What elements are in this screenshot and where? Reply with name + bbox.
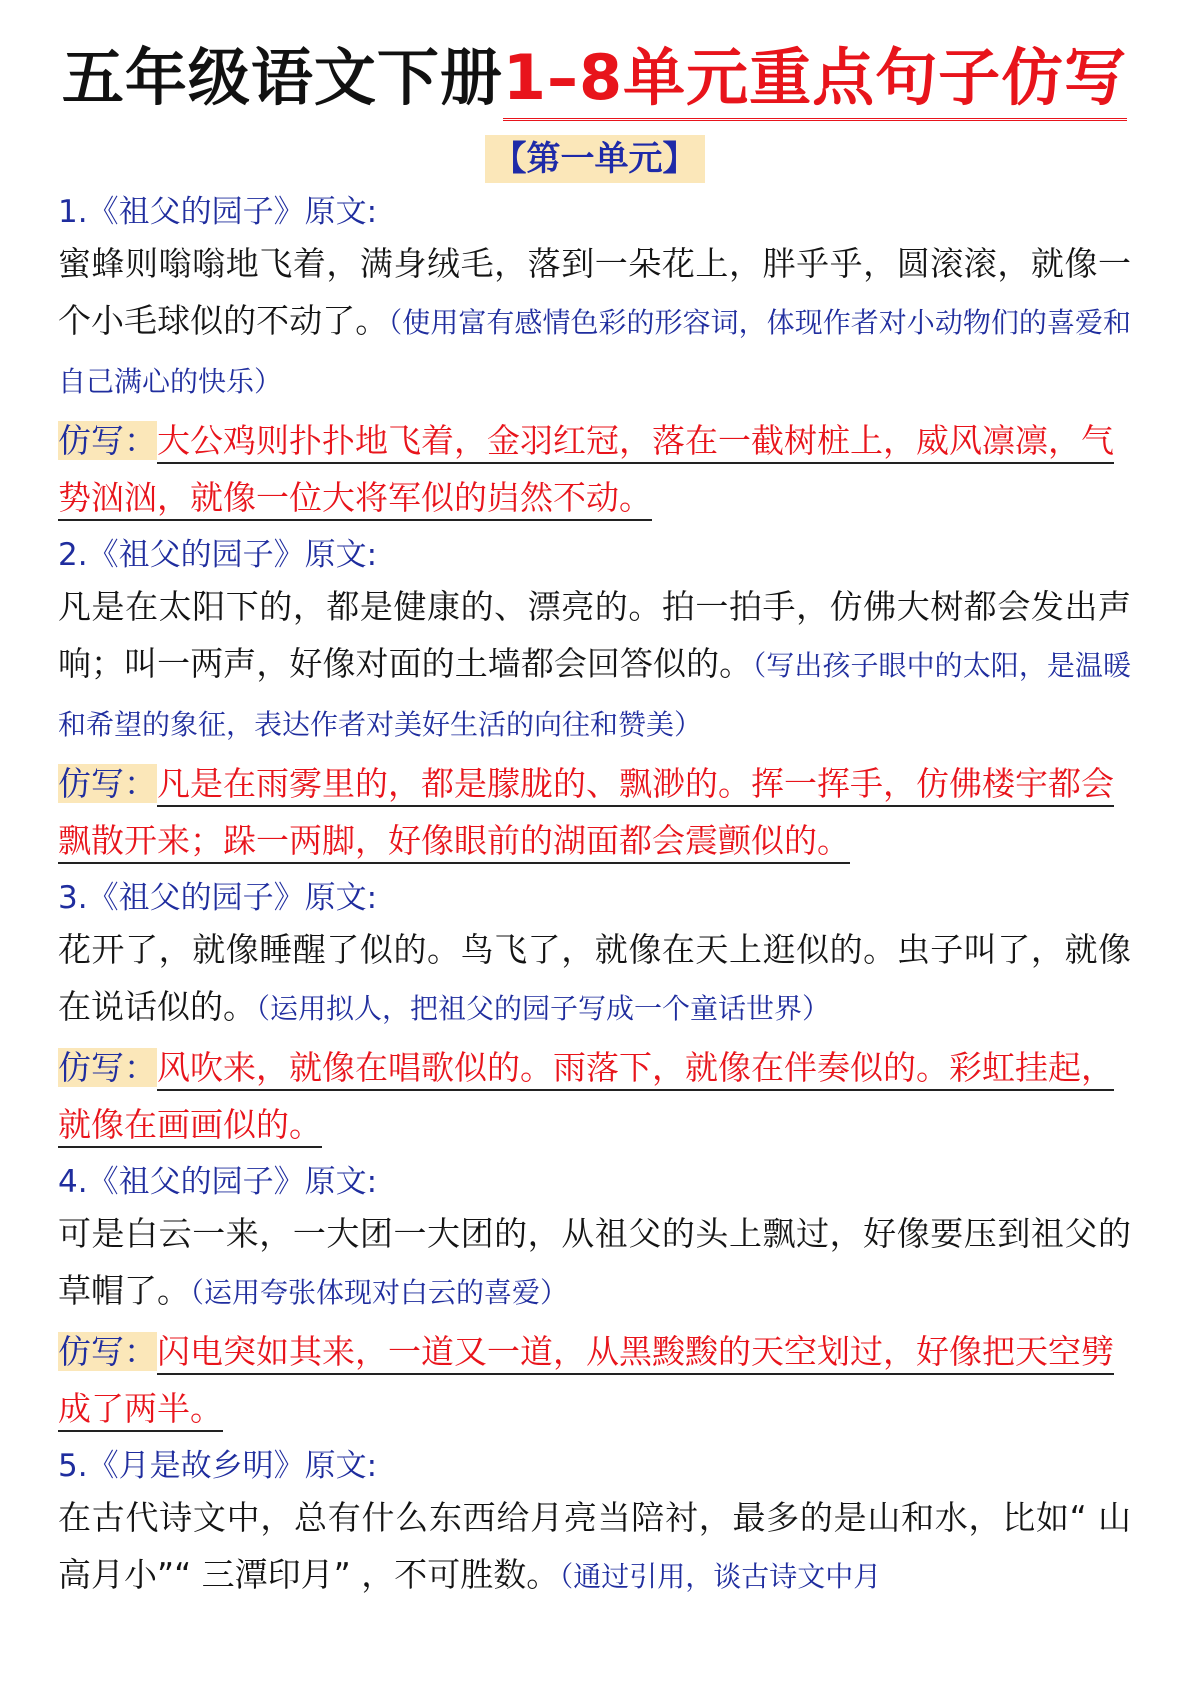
analysis-note: （运用夸张体现对白云的喜爱） <box>190 1276 569 1309</box>
imitation-text: 大公鸡则扑扑地飞着，金羽红冠，落在一截树桩上，威风凛凛，气势汹汹，就像一位大将军似的岿然不动。 <box>58 421 1114 521</box>
imitation-label: 仿写： <box>58 1048 157 1087</box>
unit-heading: 【第一单元】 <box>485 135 705 183</box>
entry-2 <box>58 532 1131 869</box>
original-sentence: 蜜蜂则嗡嗡地飞着，满身绒毛，落到一朵花上，胖乎乎，圆滚滚，就像一个小毛球似的不动了。 <box>58 244 1131 340</box>
analysis-note: （运用拟人，把祖父的园子写成一个童话世界） <box>256 992 831 1025</box>
page-title <box>58 40 1131 121</box>
analysis-note: （使用富有感情色彩的形容词，体现作者对小动物们的喜爱和自己满心的快乐） <box>58 306 1131 398</box>
unit-heading-wrap <box>58 135 1131 183</box>
imitation-block <box>58 1323 1131 1437</box>
original-text <box>58 921 1131 1037</box>
imitation-label: 仿写： <box>58 421 157 460</box>
original-sentence: 可是白云一来，一大团一大团的，从祖父的头上飘过，好像要压到祖父的草帽了。 <box>58 1214 1131 1310</box>
original-sentence: 花开了，就像睡醒了似的。鸟飞了，就像在天上逛似的。虫子叫了，就像在说话似的。 <box>58 930 1131 1026</box>
imitation-label: 仿写： <box>58 764 157 803</box>
entry-heading: 2.《祖父的园子》原文: <box>58 537 378 573</box>
entry-heading: 1.《祖父的园子》原文: <box>58 194 378 230</box>
imitation-label: 仿写： <box>58 1332 157 1371</box>
entry-heading: 3.《祖父的园子》原文: <box>58 880 378 916</box>
entry-4 <box>58 1159 1131 1437</box>
entry-heading: 5.《月是故乡明》原文: <box>58 1448 378 1484</box>
imitation-text: 风吹来，就像在唱歌似的。雨落下，就像在伴奏似的。彩虹挂起，就像在画画似的。 <box>58 1048 1114 1148</box>
original-text <box>58 1489 1131 1605</box>
analysis-note: （写出孩子眼中的太阳，是温暖和希望的象征，表达作者对美好生活的向往和赞美） <box>58 649 1131 741</box>
entry-1 <box>58 189 1131 526</box>
imitation-text: 闪电突如其来，一道又一道，从黑黢黢的天空划过，好像把天空劈成了两半。 <box>58 1332 1114 1432</box>
page-title-main: 五年级语文下册 <box>61 41 503 114</box>
page-title-highlight: 1–8单元重点句子仿写 <box>503 40 1127 121</box>
original-text <box>58 1205 1131 1321</box>
entry-heading: 4.《祖父的园子》原文: <box>58 1164 378 1200</box>
entry-5 <box>58 1443 1131 1605</box>
imitation-block <box>58 412 1131 526</box>
original-text <box>58 578 1131 753</box>
imitation-block <box>58 755 1131 869</box>
original-text <box>58 235 1131 410</box>
analysis-note: （通过引用，谈古诗文中月 <box>559 1560 882 1593</box>
original-sentence: 凡是在太阳下的，都是健康的、漂亮的。拍一拍手，仿佛大树都会发出声响；叫一两声，好像对面的土墙都会回答似的。 <box>58 587 1131 683</box>
original-sentence: 在古代诗文中，总有什么东西给月亮当陪衬，最多的是山和水，比如“ 山高月小”“ 三潭印月” ，不可胜数。 <box>58 1498 1131 1594</box>
imitation-block <box>58 1039 1131 1153</box>
entry-3 <box>58 875 1131 1153</box>
imitation-text: 凡是在雨雾里的，都是朦胧的、飘渺的。挥一挥手，仿佛楼宇都会飘散开来；跺一两脚，好像眼前的湖面都会震颤似的。 <box>58 764 1114 864</box>
